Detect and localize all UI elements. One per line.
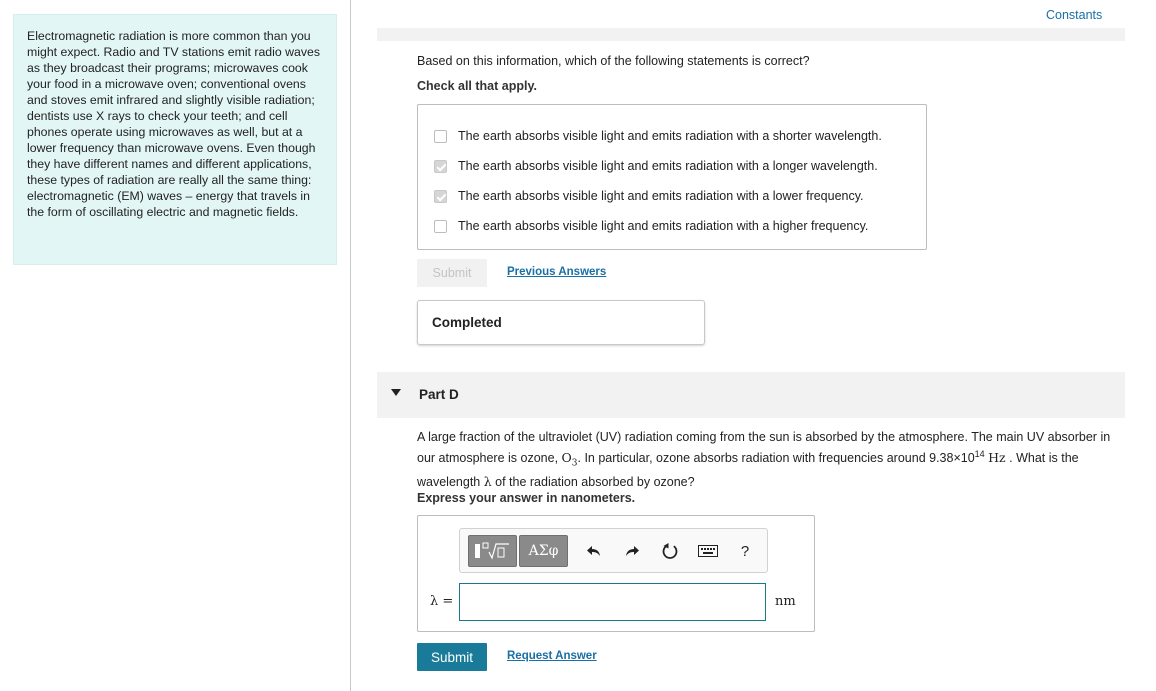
- hz-unit: Hz: [988, 450, 1006, 466]
- option-higher-frequency[interactable]: [418, 211, 926, 241]
- checkbox[interactable]: [434, 220, 447, 233]
- part-c-submit-button[interactable]: Submit: [417, 259, 487, 287]
- undo-icon[interactable]: [584, 541, 604, 561]
- answer-box: [417, 515, 815, 632]
- math-toolbar: [459, 528, 768, 573]
- option-label: The earth absorbs visible light and emits radiation with a longer wavelength.: [458, 159, 878, 173]
- reset-icon[interactable]: [660, 541, 680, 561]
- part-d-submit-button[interactable]: Submit: [417, 643, 487, 671]
- checkbox[interactable]: [434, 190, 447, 203]
- ozone-subscript: 3: [571, 458, 578, 469]
- completed-status: Completed: [417, 300, 705, 345]
- option-label: The earth absorbs visible light and emits radiation with a higher frequency.: [458, 219, 869, 233]
- ozone-symbol: O: [561, 450, 572, 466]
- express-instruction: Express your answer in nanometers.: [417, 491, 636, 505]
- ozone-formula: [561, 450, 578, 469]
- part-d-text-4: of the radiation absorbed by ozone?: [491, 474, 695, 489]
- part-d-title: Part D: [419, 387, 459, 402]
- redo-icon[interactable]: [622, 541, 642, 561]
- option-label: The earth absorbs visible light and emits radiation with a shorter wavelength.: [458, 129, 882, 143]
- lambda-symbol: λ: [483, 473, 492, 489]
- part-d-question: [417, 429, 1129, 491]
- part-d-header[interactable]: [377, 372, 1125, 418]
- option-longer-wavelength[interactable]: [418, 151, 926, 181]
- checkbox[interactable]: [434, 160, 447, 173]
- options-list: [417, 104, 927, 250]
- frequency-exponent: 14: [974, 449, 985, 459]
- option-shorter-wavelength[interactable]: [418, 121, 926, 151]
- part-c-instruction: Check all that apply.: [417, 79, 537, 93]
- templates-icon: [473, 540, 513, 562]
- answer-label: λ =: [430, 594, 454, 609]
- help-icon[interactable]: ?: [740, 542, 750, 560]
- part-d-text-1: A large fraction of the ultraviolet (UV) radiation coming from the sun is absorbed by the atmosphere. The main UV absorber in our atmosphere is ozone,: [417, 430, 1111, 466]
- answer-input[interactable]: [459, 583, 766, 621]
- option-label: The earth absorbs visible light and emits radiation with a lower frequency.: [458, 189, 864, 203]
- part-c-header-bar: [377, 28, 1125, 41]
- answer-unit: nm: [775, 594, 796, 609]
- checkbox[interactable]: [434, 130, 447, 143]
- part-d-text-3: . What is the wavelength: [417, 451, 1079, 489]
- constants-link[interactable]: Constants: [1046, 8, 1103, 22]
- part-c-question: Based on this information, which of the following statements is correct?: [417, 54, 810, 68]
- previous-answers-link[interactable]: Previous Answers: [507, 266, 607, 278]
- greek-symbols-button[interactable]: ΑΣφ: [519, 535, 568, 567]
- keyboard-icon[interactable]: [697, 541, 719, 561]
- part-d-text-2: . In particular, ozone absorbs radiation with frequencies around 9.38×10: [577, 451, 975, 466]
- caret-down-icon[interactable]: [391, 389, 401, 396]
- intro-text: Electromagnetic radiation is more common than you might expect. Radio and TV stations emit radio waves as they broadcast their programs; microwaves cook your food in a microwave oven; conventional ovens and stoves emit infrared and slightly visible radiation; dentists use X rays to check your teeth; and cell phones operate using microwaves as well, but at a lower frequency than microwave ovens. Even though they have different names and different applications, these types of radiation are really all the same thing: electromagnetic (EM) waves – energy that travels in the form of oscillating electric and magnetic fields.: [27, 29, 320, 219]
- request-answer-link[interactable]: Request Answer: [507, 650, 597, 662]
- option-lower-frequency[interactable]: [418, 181, 926, 211]
- panel-divider: [350, 0, 351, 691]
- intro-panel: [13, 14, 337, 265]
- templates-button[interactable]: [468, 535, 517, 567]
